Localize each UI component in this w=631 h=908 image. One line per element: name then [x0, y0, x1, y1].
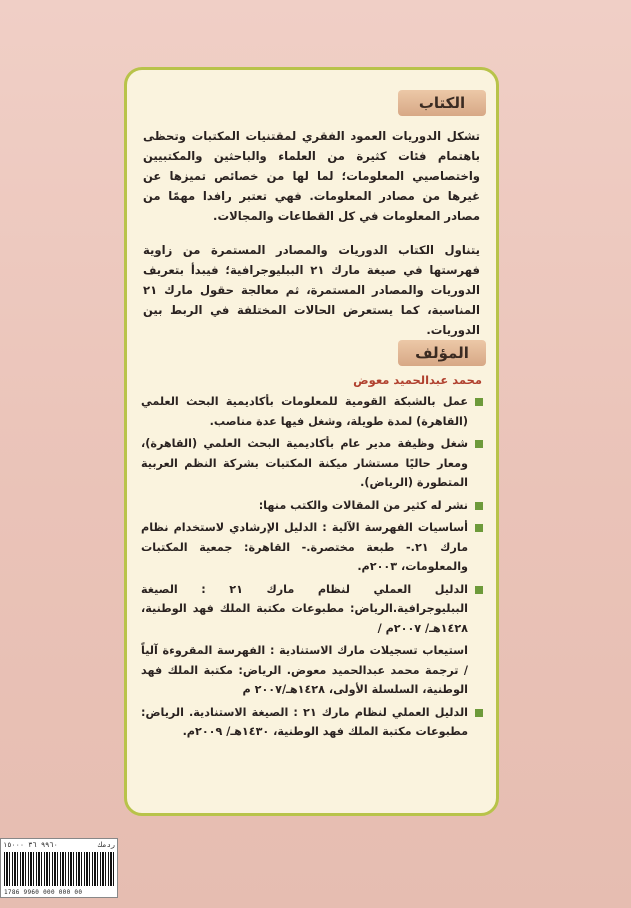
book-description-paragraph-2: يتناول الكتاب الدوريات والمصادر المستمرة من زاوية فهرستها في صيغة مارك ٢١ الببليوجرافية؛ فيبدأ بتعريف الدوريات والمصادر المستمرة، ثم معالجة حقول مارك ٢١ المناسبة، كما يستعرض الحالات المختلفة في الربط بين الدوريات.: [143, 243, 480, 337]
isbn-label: ردمك: [98, 841, 115, 849]
list-item: الدليل العملي لنظام مارك ٢١ : الصيغة الاستنادية. الرياض: مطبوعات مكتبة الملك فهد الوطنية، ١٤٣٠هـ/ ٢٠٠٩م.: [141, 703, 484, 742]
barcode-bars: [4, 852, 114, 886]
square-bullet-icon: [475, 709, 483, 717]
square-bullet-icon: [475, 440, 483, 448]
square-bullet-icon: [475, 502, 483, 510]
author-name: محمد عبدالحميد معوض: [353, 373, 482, 387]
square-bullet-icon: [475, 524, 483, 532]
list-item: شغل وظيفة مدير عام بأكاديمية البحث العلمي (القاهرة)، ومعار حاليًا مستشار ميكنة المكتبات بشركة النظم العربية المتطورة (الرياض).: [141, 434, 484, 493]
author-bio-list: [141, 392, 484, 745]
list-item: الدليل العملي لنظام مارك ٢١ : الصيغة الببليوجرافية.الرياض: مطبوعات مكتبة الملك فهد الوطنية، ١٤٢٨هـ/ ٢٠٠٧م /: [141, 580, 484, 639]
isbn-barcode: [0, 838, 118, 898]
list-item: استيعاب تسجيلات مارك الاستنادية : الفهرسة المقروءة آلياً / ترجمة محمد عبدالحميد معوض. الرياض: مكتبة الملك فهد الوطنية، السلسلة الأولى، ١٤٢٨هـ/٢٠٠٧ م: [141, 644, 468, 696]
barcode-number: 1786 9960 000 000 00: [4, 889, 83, 896]
list-item: أساسيات الفهرسة الآلية : الدليل الإرشادي لاستخدام نظام مارك ٢١.- طبعة مختصرة.- القاهرة: جمعية المكتبات والمعلومات، ٢٠٠٣م.: [141, 518, 484, 577]
book-section-heading: الكتاب: [398, 90, 486, 116]
author-section-heading: المؤلف: [398, 340, 486, 366]
list-item: عمل بالشبكة القومية للمعلومات بأكاديمية البحث العلمي (القاهرة) لمدة طويلة، وشغل فيها عدة مناصب.: [141, 392, 484, 431]
list-item: نشر له كثير من المقالات والكتب منها:: [141, 496, 484, 516]
back-cover-panel: [124, 67, 499, 816]
square-bullet-icon: [475, 398, 483, 406]
book-description-paragraph-1: تشكل الدوريات العمود الفقري لمقتنيات المكتبات وتحظى باهتمام فئات كثيرة من العلماء والباحثين والمكتبيين واختصاصيي المعلومات؛ لما لها من خصائص تميزها عن غيرها من مصادر المعلومات. فهي تعتبر رافدا مهمًا من مصادر المعلومات في كل القطاعات والمجالات.: [143, 129, 480, 223]
isbn-digits: ٩٩٦٠ ٣٦ ١٥٠٠٠: [3, 841, 58, 849]
isbn-label-row: [3, 841, 115, 851]
square-bullet-icon: [475, 586, 483, 594]
